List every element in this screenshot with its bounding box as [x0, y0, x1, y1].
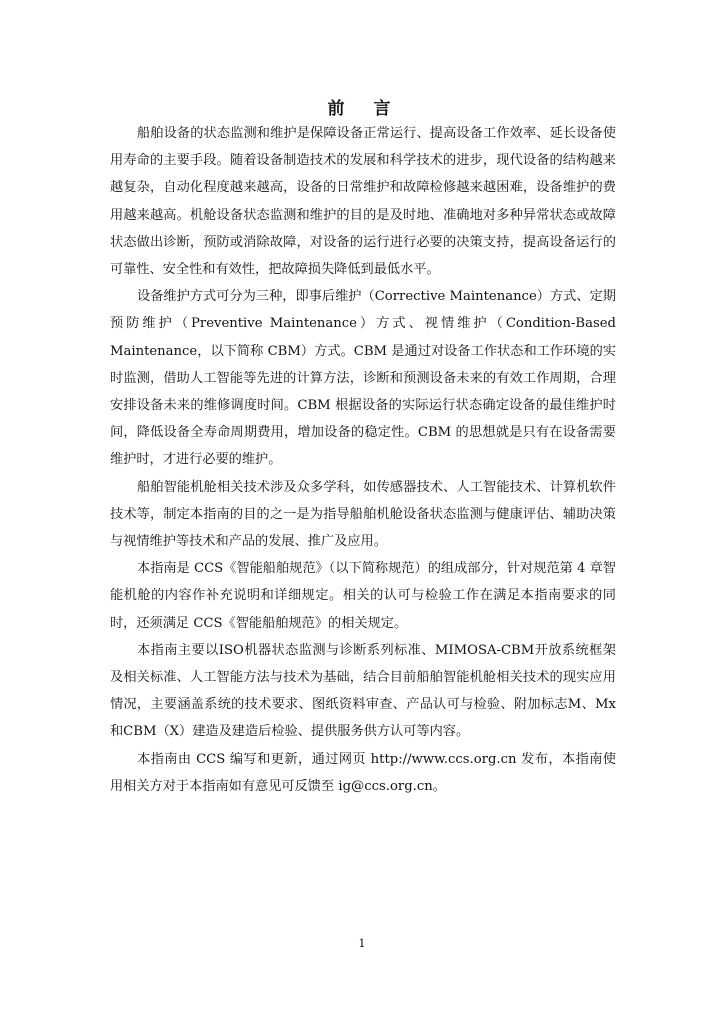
paragraph-guide-scope: 本指南是 CCS《智能船舶规范》（以下简称规范）的组成部分，针对规范第 4 章智能机舱的内容作补充说明和详细规定。相关的认可与检验工作在满足本指南要求的同时，还须满足 CCS《智能船舶规范》的相关规定。: [110, 561, 616, 631]
paragraph-smart-engine-room: 船舶智能机舱相关技术涉及众多学科，如传感器技术、人工智能技术、计算机软件技术等，制定本指南的目的之一是为指导船舶机舱设备状态监测与健康评估、辅助决策与视情维护等技术和产品的发展、推广及应用。: [110, 479, 616, 550]
page-number: 1: [358, 937, 366, 950]
paragraph-standards-basis: 本指南主要以ISO机器状态监测与诊断系列标准、MIMOSA-CBM开放系统框架及相关标准、人工智能方法与技术为基础，结合目前船舶智能机舱相关技术的现实应用情况，主要涵盖系统的技术要求、图纸资料审查、产品认可与检验、附加标志M、Mx和CBM（X）建造及建造后检验、提供服务供方认可等内容。: [110, 642, 616, 740]
preface-body: [110, 120, 616, 800]
page-title: 前 言: [327, 99, 397, 119]
paragraph-feedback-contact: 本指南由 CCS 编写和更新，通过网页 http://www.ccs.org.cn 发布，本指南使用相关方对于本指南如有意见可反馈至 ig@ccs.org.cn。: [110, 751, 616, 794]
paragraph-maintenance-modes: 设备维护方式可分为三种，即事后维护（Corrective Maintenance）方式、定期预防维护（Preventive Maintenance）方式、视情维护（Condition-Based Maintenance，以下简称 CBM）方式。CBM 是通过对设备工作状态和工作环境的实时监测，借助人工智能等先进的计算方法，诊断和预测设备未来的有效工作周期，合理安排设备未来的维修调度时间。CBM 根据设备的实际运行状态确定设备的最佳维护时间，降低设备全寿命周期费用，增加设备的稳定性。CBM 的思想就是只有在设备需要维护时，才进行必要的维护。: [110, 289, 616, 468]
paragraph-condition-monitoring: 船舶设备的状态监测和维护是保障设备正常运行、提高设备工作效率、延长设备使用寿命的主要手段。随着设备制造技术的发展和科学技术的进步，现代设备的结构越来越复杂，自动化程度越来越高，设备的日常维护和故障检修越来越困难，设备维护的费用越来越高。机舱设备状态监测和维护的目的是及时地、准确地对多种异常状态或故障状态做出诊断，预防或消除故障，对设备的运行进行必要的决策支持，提高设备运行的可靠性、安全性和有效性，把故障损失降低到最低水平。: [110, 126, 616, 278]
